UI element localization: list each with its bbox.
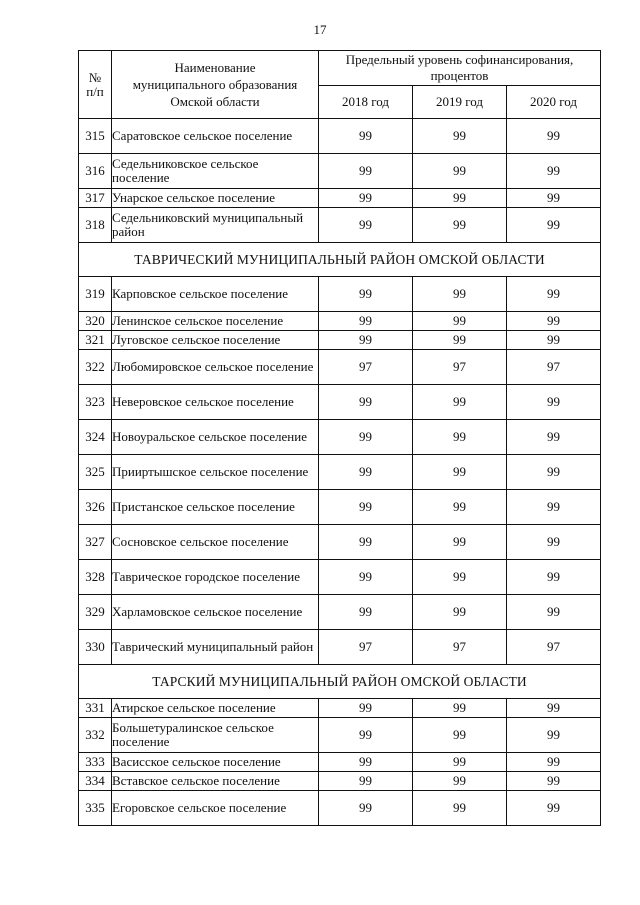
value-2020: 99 [507,312,601,331]
municipality-name: Сосновское сельское поселение [112,525,319,560]
value-2020: 99 [507,455,601,490]
value-2019: 99 [413,189,507,208]
value-2020: 99 [507,277,601,312]
header-year-2019: 2019 год [413,86,507,119]
table-row [79,753,601,772]
value-2018: 97 [319,350,413,385]
value-2018: 99 [319,560,413,595]
value-2019: 99 [413,699,507,718]
municipality-name: Карповское сельское поселение [112,277,319,312]
value-2019: 99 [413,119,507,154]
value-2018: 99 [319,189,413,208]
municipality-name: Любомировское сельское поселение [112,350,319,385]
row-number: 333 [79,753,112,772]
row-number: 319 [79,277,112,312]
table-row [79,277,601,312]
municipality-name: Седельниковское сельское поселение [112,154,319,189]
row-number: 327 [79,525,112,560]
page-number: 17 [313,22,327,37]
value-2018: 99 [319,772,413,791]
table-row [79,525,601,560]
municipality-name: Седельниковский муниципальный район [112,208,319,243]
row-number: 316 [79,154,112,189]
value-2018: 99 [319,312,413,331]
value-2018: 99 [319,119,413,154]
value-2018: 99 [319,385,413,420]
table-row [79,455,601,490]
municipality-name: Таврический муниципальный район [112,630,319,665]
table-row [79,699,601,718]
value-2018: 99 [319,699,413,718]
value-2020: 99 [507,772,601,791]
value-2018: 99 [319,208,413,243]
municipality-name: Саратовское сельское поселение [112,119,319,154]
table-row [79,312,601,331]
value-2018: 99 [319,753,413,772]
value-2019: 99 [413,331,507,350]
value-2019: 99 [413,560,507,595]
header-cofinancing-level: Предельный уровень софинансирования, процентов [319,51,601,86]
row-number: 317 [79,189,112,208]
municipality-name: Харламовское сельское поселение [112,595,319,630]
table-row [79,630,601,665]
municipality-name: Пристанское сельское поселение [112,490,319,525]
section-row [79,243,601,277]
value-2020: 99 [507,560,601,595]
row-number: 315 [79,119,112,154]
value-2020: 99 [507,119,601,154]
table-row [79,385,601,420]
table-row [79,350,601,385]
value-2020: 99 [507,753,601,772]
value-2020: 97 [507,630,601,665]
value-2019: 99 [413,154,507,189]
value-2020: 99 [507,791,601,826]
municipality-name: Неверовское сельское поселение [112,385,319,420]
value-2020: 99 [507,718,601,753]
municipality-name: Ленинское сельское поселение [112,312,319,331]
table-row [79,189,601,208]
table-row [79,595,601,630]
row-number: 331 [79,699,112,718]
row-number: 321 [79,331,112,350]
value-2020: 99 [507,208,601,243]
value-2018: 99 [319,277,413,312]
row-number: 320 [79,312,112,331]
municipality-name: Таврическое городское поселение [112,560,319,595]
value-2019: 99 [413,772,507,791]
section-row [79,665,601,699]
table-row [79,791,601,826]
value-2019: 99 [413,525,507,560]
value-2020: 99 [507,154,601,189]
value-2019: 99 [413,420,507,455]
value-2020: 99 [507,189,601,208]
table-row [79,560,601,595]
value-2020: 99 [507,385,601,420]
row-number: 332 [79,718,112,753]
row-number: 335 [79,791,112,826]
table-row [79,119,601,154]
row-number: 329 [79,595,112,630]
value-2020: 99 [507,595,601,630]
row-number: 325 [79,455,112,490]
row-number: 324 [79,420,112,455]
cofinancing-table [78,50,601,826]
value-2019: 99 [413,791,507,826]
row-number: 328 [79,560,112,595]
table-row [79,154,601,189]
table-row [79,208,601,243]
table-row [79,718,601,753]
municipality-name: Егоровское сельское поселение [112,791,319,826]
row-number: 330 [79,630,112,665]
value-2019: 99 [413,277,507,312]
value-2019: 99 [413,753,507,772]
value-2020: 99 [507,525,601,560]
value-2019: 99 [413,385,507,420]
value-2018: 99 [319,595,413,630]
value-2019: 99 [413,490,507,525]
value-2019: 99 [413,312,507,331]
value-2020: 99 [507,420,601,455]
value-2018: 99 [319,718,413,753]
value-2020: 99 [507,331,601,350]
municipality-name: Васисское сельское поселение [112,753,319,772]
row-number: 334 [79,772,112,791]
value-2019: 99 [413,595,507,630]
table-row [79,772,601,791]
value-2019: 99 [413,718,507,753]
value-2018: 97 [319,630,413,665]
municipality-name: Унарское сельское поселение [112,189,319,208]
value-2020: 97 [507,350,601,385]
table-body [79,119,601,826]
value-2018: 99 [319,791,413,826]
row-number: 326 [79,490,112,525]
table-row [79,420,601,455]
value-2018: 99 [319,331,413,350]
header-name: Наименование муниципального образования Омской области [112,51,319,119]
municipality-name: Большетуралинское сельское поселение [112,718,319,753]
value-2020: 99 [507,490,601,525]
value-2019: 97 [413,630,507,665]
value-2018: 99 [319,455,413,490]
value-2019: 97 [413,350,507,385]
value-2018: 99 [319,420,413,455]
value-2019: 99 [413,208,507,243]
value-2018: 99 [319,525,413,560]
table-row [79,490,601,525]
row-number: 322 [79,350,112,385]
municipality-name: Вставское сельское поселение [112,772,319,791]
value-2018: 99 [319,490,413,525]
value-2020: 99 [507,699,601,718]
value-2018: 99 [319,154,413,189]
header-year-2020: 2020 год [507,86,601,119]
value-2019: 99 [413,455,507,490]
row-number: 318 [79,208,112,243]
header-number: № п/п [79,51,112,119]
municipality-name: Прииртышское сельское поселение [112,455,319,490]
section-title: ТАВРИЧЕСКИЙ МУНИЦИПАЛЬНЫЙ РАЙОН ОМСКОЙ ОБЛАСТИ [79,243,601,277]
section-title: ТАРСКИЙ МУНИЦИПАЛЬНЫЙ РАЙОН ОМСКОЙ ОБЛАСТИ [79,665,601,699]
municipality-name: Атирское сельское поселение [112,699,319,718]
table-row [79,331,601,350]
row-number: 323 [79,385,112,420]
header-year-2018: 2018 год [319,86,413,119]
municipality-name: Луговское сельское поселение [112,331,319,350]
municipality-name: Новоуральское сельское поселение [112,420,319,455]
